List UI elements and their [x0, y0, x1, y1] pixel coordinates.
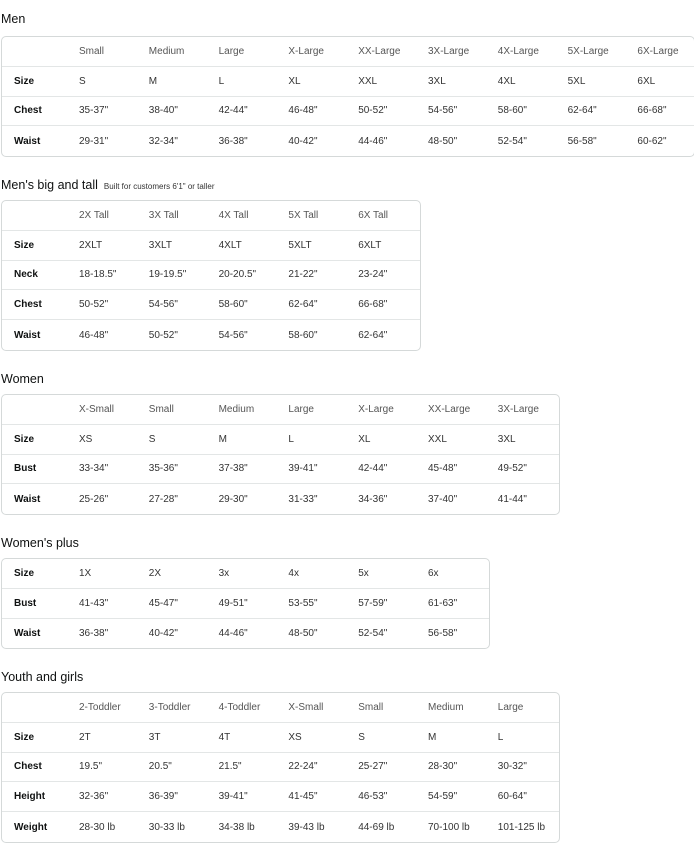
- table-cell: 45-48": [428, 463, 458, 475]
- table-cell: 49-51": [218, 597, 248, 609]
- table-cell: 50-52": [148, 329, 178, 341]
- table-cell: 2T: [79, 731, 91, 743]
- row-label: Waist: [14, 493, 41, 505]
- column-header: 5X-Large: [567, 45, 609, 57]
- size-table: [1, 394, 560, 515]
- table-cell: 56-58": [567, 135, 597, 147]
- column-header: Large: [497, 701, 524, 713]
- table-row: [2, 126, 694, 156]
- table-cell: 45-47": [148, 597, 178, 609]
- table-cell: 3XL: [428, 75, 446, 87]
- column-header: 3X Tall: [148, 209, 179, 221]
- row-label: Weight: [14, 821, 48, 833]
- table-cell: 23-24": [358, 269, 388, 281]
- table-cell: 52-54": [358, 627, 388, 639]
- table-cell: 39-41": [288, 463, 318, 475]
- table-cell: 56-58": [428, 627, 458, 639]
- row-label: Chest: [14, 299, 42, 311]
- table-cell: 21.5": [218, 761, 242, 773]
- table-cell: 40-42": [148, 627, 178, 639]
- section-title-text: Women: [1, 372, 44, 386]
- table-cell: 39-41": [218, 791, 248, 803]
- column-header: 3X-Large: [497, 403, 539, 415]
- column-header: X-Large: [358, 403, 394, 415]
- table-cell: XXL: [428, 433, 447, 445]
- column-header: 6X-Large: [637, 45, 679, 57]
- table-cell: 29-31": [79, 135, 109, 147]
- table-cell: 40-42": [288, 135, 318, 147]
- table-cell: 33-34": [79, 463, 109, 475]
- table-cell: S: [148, 433, 156, 445]
- table-cell: 4XLT: [218, 239, 242, 251]
- size-table: [1, 200, 421, 351]
- table-cell: 6XL: [637, 75, 656, 87]
- table-cell: 2X: [148, 567, 162, 579]
- table-cell: 44-46": [218, 627, 248, 639]
- table-cell: 30-33 lb: [148, 821, 185, 833]
- table-cell: 38-40": [148, 105, 178, 117]
- section-title-text: Men: [1, 12, 26, 26]
- table-row: [2, 425, 559, 455]
- section-title-text: Men's big and tall: [1, 178, 98, 192]
- section-title: [1, 178, 215, 192]
- table-cell: 4x: [288, 567, 299, 579]
- column-header: Small: [79, 45, 105, 57]
- table-cell: 48-50": [288, 627, 318, 639]
- table-header-row: [2, 395, 559, 425]
- table-cell: 42-44": [218, 105, 248, 117]
- row-label: Waist: [14, 135, 41, 147]
- table-cell: 46-53": [358, 791, 388, 803]
- table-cell: 22-24": [288, 761, 318, 773]
- size-table: [1, 692, 560, 843]
- table-cell: 58-60": [218, 299, 248, 311]
- column-header: Large: [218, 45, 245, 57]
- table-cell: 60-62": [637, 135, 667, 147]
- table-cell: 52-54": [497, 135, 527, 147]
- table-cell: 58-60": [497, 105, 527, 117]
- column-header: Medium: [428, 701, 464, 713]
- table-header-row: [2, 201, 420, 231]
- table-cell: S: [358, 731, 365, 743]
- table-cell: 37-38": [218, 463, 248, 475]
- table-cell: L: [497, 731, 504, 743]
- section-subtitle: Built for customers 6'1" or taller: [103, 182, 215, 191]
- table-row: [2, 559, 489, 589]
- table-cell: 27-28": [148, 493, 178, 505]
- table-cell: 32-36": [79, 791, 109, 803]
- table-row: [2, 231, 420, 261]
- table-row: [2, 261, 420, 291]
- table-cell: 36-38": [218, 135, 248, 147]
- table-cell: 49-52": [497, 463, 527, 475]
- column-header: X-Small: [79, 403, 115, 415]
- table-cell: 54-59": [428, 791, 458, 803]
- table-cell: 32-34": [148, 135, 178, 147]
- table-cell: 3XLT: [148, 239, 172, 251]
- table-row: [2, 320, 420, 350]
- table-cell: 21-22": [288, 269, 318, 281]
- table-cell: 54-56": [148, 299, 178, 311]
- table-cell: 20-20.5": [218, 269, 257, 281]
- table-cell: 61-63": [428, 597, 458, 609]
- section-title: [1, 12, 25, 26]
- table-cell: 5XL: [567, 75, 586, 87]
- table-cell: 50-52": [358, 105, 388, 117]
- section-title: [1, 536, 79, 550]
- table-cell: 48-50": [428, 135, 458, 147]
- section-title-text: Women's plus: [1, 536, 79, 550]
- table-cell: 34-38 lb: [218, 821, 255, 833]
- row-label: Waist: [14, 627, 41, 639]
- column-header: XX-Large: [428, 403, 471, 415]
- table-cell: 20.5": [148, 761, 172, 773]
- row-label: Size: [14, 239, 35, 251]
- table-cell: 36-38": [79, 627, 109, 639]
- table-cell: 66-68": [637, 105, 667, 117]
- table-row: [2, 455, 559, 485]
- table-cell: M: [148, 75, 158, 87]
- column-header: Small: [358, 701, 384, 713]
- table-cell: 46-48": [288, 105, 318, 117]
- column-header: X-Large: [288, 45, 324, 57]
- table-cell: 36-39": [148, 791, 178, 803]
- table-row: [2, 97, 694, 127]
- table-cell: 35-37": [79, 105, 109, 117]
- table-cell: 28-30": [428, 761, 458, 773]
- section-title-text: Youth and girls: [1, 670, 84, 684]
- table-cell: 25-26": [79, 493, 109, 505]
- table-row: [2, 290, 420, 320]
- column-header: 4X Tall: [218, 209, 249, 221]
- table-cell: 29-30": [218, 493, 248, 505]
- table-cell: 35-36": [148, 463, 178, 475]
- column-header: X-Small: [288, 701, 324, 713]
- table-cell: L: [218, 75, 225, 87]
- row-label: Size: [14, 75, 35, 87]
- table-row: [2, 619, 489, 649]
- column-header: Small: [148, 403, 174, 415]
- table-cell: 4T: [218, 731, 231, 743]
- table-cell: 41-43": [79, 597, 109, 609]
- table-cell: 2XLT: [79, 239, 103, 251]
- table-row: [2, 753, 559, 783]
- table-header-row: [2, 693, 559, 723]
- table-row: [2, 67, 694, 97]
- row-label: Neck: [14, 269, 38, 281]
- section-title: [1, 372, 44, 386]
- row-label: Bust: [14, 463, 37, 475]
- table-row: [2, 484, 559, 514]
- column-header: 5X Tall: [288, 209, 319, 221]
- row-label: Waist: [14, 329, 41, 341]
- table-cell: 50-52": [79, 299, 109, 311]
- table-cell: 44-69 lb: [358, 821, 395, 833]
- column-header: Medium: [218, 403, 255, 415]
- table-row: [2, 589, 489, 619]
- table-cell: 39-43 lb: [288, 821, 325, 833]
- row-label: Size: [14, 567, 35, 579]
- table-cell: S: [79, 75, 86, 87]
- table-cell: 30-32": [497, 761, 527, 773]
- row-label: Size: [14, 433, 35, 445]
- column-header: 3-Toddler: [148, 701, 191, 713]
- row-label: Size: [14, 731, 35, 743]
- table-cell: 60-64": [497, 791, 527, 803]
- table-cell: XXL: [358, 75, 378, 87]
- table-cell: 18-18.5": [79, 269, 117, 281]
- column-header: 2-Toddler: [79, 701, 121, 713]
- table-cell: 44-46": [358, 135, 388, 147]
- table-cell: 46-48": [79, 329, 109, 341]
- table-cell: 101-125 lb: [497, 821, 546, 833]
- table-cell: 3XL: [497, 433, 516, 445]
- column-header: 3X-Large: [428, 45, 470, 57]
- section-title: [1, 670, 83, 684]
- table-cell: 58-60": [288, 329, 318, 341]
- column-header: XX-Large: [358, 45, 401, 57]
- table-cell: 19.5": [79, 761, 103, 773]
- table-cell: L: [288, 433, 294, 445]
- column-header: 4-Toddler: [218, 701, 261, 713]
- table-row: [2, 723, 559, 753]
- table-cell: XS: [79, 433, 93, 445]
- table-cell: 42-44": [358, 463, 388, 475]
- table-cell: 3T: [148, 731, 161, 743]
- table-cell: 31-33": [288, 493, 318, 505]
- size-table: [1, 36, 694, 157]
- table-cell: 6x: [428, 567, 439, 579]
- table-row: [2, 782, 559, 812]
- table-cell: 1X: [79, 567, 92, 579]
- table-cell: XL: [358, 433, 371, 445]
- table-cell: 5x: [358, 567, 369, 579]
- table-cell: XL: [288, 75, 301, 87]
- table-cell: 41-44": [497, 493, 527, 505]
- table-cell: 6XLT: [358, 239, 382, 251]
- table-cell: 53-55": [288, 597, 318, 609]
- row-label: Chest: [14, 761, 42, 773]
- table-cell: 5XLT: [288, 239, 312, 251]
- table-cell: 37-40": [428, 493, 458, 505]
- column-header: 2X Tall: [79, 209, 109, 221]
- table-cell: 3x: [218, 567, 230, 579]
- table-cell: M: [428, 731, 437, 743]
- row-label: Height: [14, 791, 46, 803]
- row-label: Chest: [14, 105, 42, 117]
- column-header: 4X-Large: [497, 45, 539, 57]
- table-header-row: [2, 37, 694, 67]
- column-header: Large: [288, 403, 314, 415]
- table-cell: 54-56": [428, 105, 458, 117]
- table-cell: 28-30 lb: [79, 821, 116, 833]
- table-cell: 62-64": [567, 105, 597, 117]
- table-cell: 25-27": [358, 761, 388, 773]
- table-cell: 4XL: [497, 75, 516, 87]
- table-cell: 66-68": [358, 299, 388, 311]
- table-cell: 19-19.5": [148, 269, 187, 281]
- table-cell: 70-100 lb: [428, 821, 470, 833]
- table-cell: 34-36": [358, 493, 388, 505]
- table-cell: 62-64": [358, 329, 388, 341]
- column-header: Medium: [148, 45, 185, 57]
- table-cell: M: [218, 433, 227, 445]
- table-cell: XS: [288, 731, 302, 743]
- size-table: [1, 558, 490, 649]
- table-cell: 62-64": [288, 299, 318, 311]
- table-cell: 57-59": [358, 597, 388, 609]
- column-header: 6X Tall: [358, 209, 389, 221]
- row-label: Bust: [14, 597, 37, 609]
- table-cell: 54-56": [218, 329, 248, 341]
- table-cell: 41-45": [288, 791, 318, 803]
